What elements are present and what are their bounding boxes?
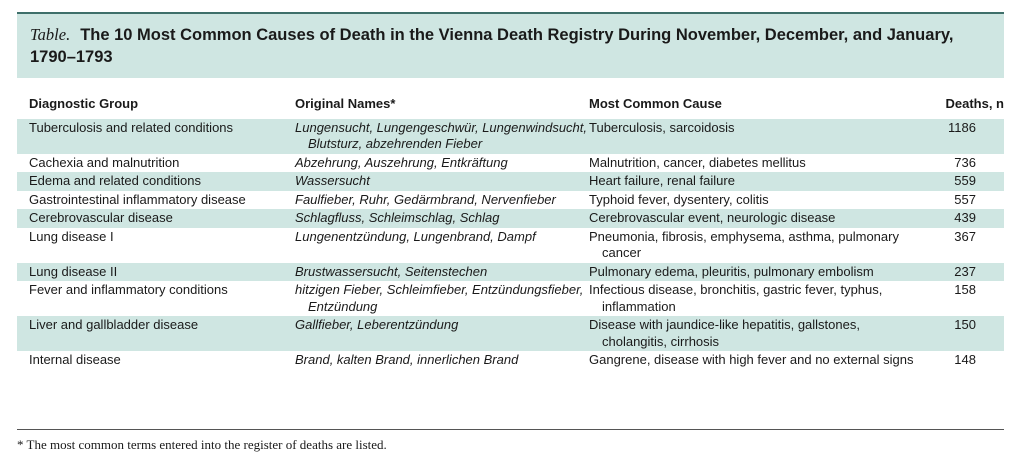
cell-original-names: [295, 209, 589, 228]
table-row: [17, 154, 1004, 173]
cell-most-common-cause: [589, 119, 919, 154]
cell-most-common-cause-text: Malnutrition, cancer, diabetes mellitus: [589, 154, 806, 170]
cell-diagnostic-group-text: Liver and gallbladder disease: [29, 317, 199, 332]
cell-original-names: [295, 281, 589, 316]
cell-most-common-cause: [589, 281, 919, 316]
cell-original-names-text: Faulfieber, Ruhr, Gedärmbrand, Nervenfieber: [295, 191, 556, 207]
cell-deaths: [919, 281, 1004, 316]
cell-original-names-text: Lungenentzündung, Lungenbrand, Dampf: [295, 228, 536, 244]
cell-diagnostic-group: [17, 228, 295, 263]
cell-original-names-text: Wassersucht: [295, 173, 370, 188]
cell-diagnostic-group-text: Lung disease II: [29, 263, 118, 279]
cell-original-names-text: hitzigen Fieber, Schleimfieber, Entzündungsfieber, Entzündung: [295, 282, 584, 314]
cell-original-names: [295, 119, 589, 154]
cell-original-names: [295, 228, 589, 263]
cell-deaths: [919, 351, 1004, 370]
cell-diagnostic-group-text: Fever and inflammatory conditions: [29, 282, 228, 297]
cell-deaths-text: 1186: [948, 119, 976, 135]
cell-diagnostic-group: [17, 281, 295, 316]
table-header-row: [17, 96, 1004, 119]
cell-deaths: [919, 316, 1004, 351]
cell-original-names-text: Brand, kalten Brand, innerlichen Brand: [295, 352, 519, 367]
cell-diagnostic-group-text: Tuberculosis and related conditions: [29, 119, 234, 135]
cell-diagnostic-group: [17, 316, 295, 351]
col-header-deaths: Deaths, n: [945, 96, 1004, 111]
cell-original-names-text: Schlagfluss, Schleimschlag, Schlag: [295, 210, 500, 225]
cell-most-common-cause: [589, 263, 919, 282]
footnote: * The most common terms entered into the register of deaths are listed.: [17, 437, 387, 452]
table-row: [17, 172, 1004, 191]
table-title-prefix: Table.: [30, 25, 71, 44]
cell-original-names: [295, 154, 589, 173]
cell-diagnostic-group-text: Gastrointestinal inflammatory disease: [29, 191, 246, 207]
table-row: [17, 316, 1004, 351]
cell-diagnostic-group: [17, 209, 295, 228]
cell-deaths-text: 150: [954, 317, 976, 332]
cell-deaths-text: 148: [954, 352, 976, 367]
cell-original-names: [295, 351, 589, 370]
cell-most-common-cause: [589, 351, 919, 370]
table-row: [17, 281, 1004, 316]
cell-most-common-cause: [589, 209, 919, 228]
cell-deaths-text: 557: [954, 191, 976, 207]
cell-deaths: [919, 191, 1004, 210]
cell-most-common-cause-text: Disease with jaundice-like hepatitis, gallstones, cholangitis, cirrhosis: [589, 317, 860, 349]
causes-of-death-table: [17, 96, 1004, 370]
cell-deaths-text: 237: [954, 263, 976, 279]
col-header-original-names: Original Names*: [295, 96, 396, 111]
table-row: [17, 351, 1004, 370]
cell-most-common-cause: [589, 228, 919, 263]
table-title-text: The 10 Most Common Causes of Death in the Vienna Death Registry During November, December, and January, 1790–1793: [30, 26, 954, 66]
cell-diagnostic-group: [17, 119, 295, 154]
col-header-most-common-cause: Most Common Cause: [589, 96, 722, 111]
cell-deaths-text: 367: [954, 228, 976, 244]
cell-original-names-text: Gallfieber, Leberentzündung: [295, 317, 459, 332]
cell-original-names: [295, 191, 589, 210]
cell-most-common-cause-text: Gangrene, disease with high fever and no external signs: [589, 352, 914, 367]
cell-most-common-cause-text: Pneumonia, fibrosis, emphysema, asthma, pulmonary cancer: [589, 228, 899, 260]
cell-diagnostic-group: [17, 351, 295, 370]
cell-original-names-text: Abzehrung, Auszehrung, Entkräftung: [295, 154, 508, 170]
cell-most-common-cause: [589, 316, 919, 351]
cell-diagnostic-group: [17, 263, 295, 282]
cell-diagnostic-group-text: Cachexia and malnutrition: [29, 154, 180, 170]
cell-original-names: [295, 316, 589, 351]
col-header-diagnostic-group: Diagnostic Group: [29, 96, 139, 111]
cell-deaths: [919, 154, 1004, 173]
cell-deaths: [919, 263, 1004, 282]
cell-most-common-cause: [589, 172, 919, 191]
cell-deaths-text: 439: [954, 210, 976, 225]
cell-most-common-cause-text: Cerebrovascular event, neurologic disease: [589, 210, 836, 225]
cell-most-common-cause-text: Infectious disease, bronchitis, gastric fever, typhus, inflammation: [589, 282, 883, 314]
table-title-band: [17, 12, 1004, 78]
cell-most-common-cause-text: Typhoid fever, dysentery, colitis: [589, 191, 769, 207]
cell-original-names-text: Lungensucht, Lungengeschwür, Lungenwindsucht, Blutsturz, abzehrenden Fieber: [295, 119, 587, 151]
cell-diagnostic-group-text: Lung disease I: [29, 228, 114, 244]
cell-diagnostic-group-text: Internal disease: [29, 352, 121, 367]
cell-most-common-cause: [589, 191, 919, 210]
cell-deaths-text: 736: [954, 154, 976, 170]
cell-diagnostic-group: [17, 191, 295, 210]
cell-most-common-cause-text: Heart failure, renal failure: [589, 173, 735, 188]
cell-deaths: [919, 209, 1004, 228]
table-row: [17, 209, 1004, 228]
table-row: [17, 263, 1004, 282]
table-row: [17, 191, 1004, 210]
cell-original-names: [295, 263, 589, 282]
cell-deaths-text: 559: [954, 173, 976, 188]
cell-original-names-text: Brustwassersucht, Seitenstechen: [295, 263, 488, 279]
table-body: [17, 119, 1004, 370]
cell-most-common-cause-text: Tuberculosis, sarcoidosis: [589, 119, 735, 135]
cell-diagnostic-group-text: Edema and related conditions: [29, 173, 202, 188]
cell-diagnostic-group: [17, 172, 295, 191]
cell-deaths: [919, 119, 1004, 154]
table-row: [17, 228, 1004, 263]
cell-original-names: [295, 172, 589, 191]
cell-diagnostic-group: [17, 154, 295, 173]
table-row: [17, 119, 1004, 154]
table-title: [30, 24, 990, 68]
cell-most-common-cause-text: Pulmonary edema, pleuritis, pulmonary embolism: [589, 263, 874, 279]
cell-diagnostic-group-text: Cerebrovascular disease: [29, 210, 173, 225]
cell-deaths-text: 158: [954, 282, 976, 297]
cell-deaths: [919, 172, 1004, 191]
cell-most-common-cause: [589, 154, 919, 173]
cell-deaths: [919, 228, 1004, 263]
footnote-divider: [17, 429, 1004, 430]
